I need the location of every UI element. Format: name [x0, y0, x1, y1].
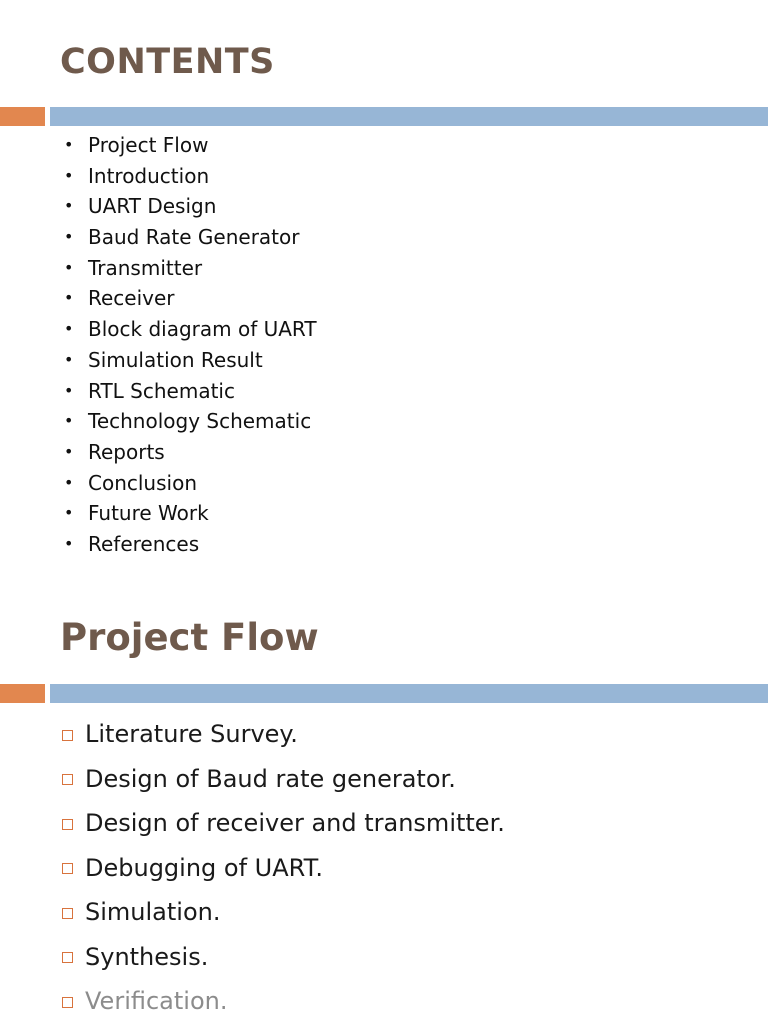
hollow-square-icon	[62, 952, 73, 963]
list-item	[64, 498, 317, 529]
bullet-icon: •	[64, 257, 74, 277]
list-item	[64, 222, 317, 253]
bullet-icon: •	[64, 288, 74, 308]
list-item	[64, 191, 317, 222]
list-item-label: Introduction	[88, 163, 210, 188]
bullet-icon: •	[64, 227, 74, 247]
list-item-label: Block diagram of UART	[88, 317, 317, 342]
bullet-icon: •	[64, 196, 74, 216]
list-item	[64, 283, 317, 314]
slide-title: CONTENTS	[60, 42, 275, 82]
list-item-label: Baud Rate Generator	[88, 225, 300, 250]
list-item	[64, 314, 317, 345]
list-item-label: Debugging of UART.	[85, 853, 324, 882]
bullet-icon: •	[64, 349, 74, 369]
bullet-icon: •	[64, 380, 74, 400]
list-item	[62, 979, 505, 1024]
list-item	[64, 161, 317, 192]
accent-bar-blue	[50, 684, 768, 703]
hollow-square-icon	[62, 997, 73, 1008]
list-item-label: Simulation Result	[88, 347, 263, 372]
bullet-icon: •	[64, 533, 74, 553]
list-item	[62, 890, 505, 935]
list-item-label: Design of Baud rate generator.	[85, 764, 456, 793]
list-item-label: References	[88, 531, 200, 556]
hollow-square-icon	[62, 863, 73, 874]
list-item	[64, 376, 317, 407]
bullet-icon: •	[64, 135, 74, 154]
list-item-label: Technology Schematic	[88, 409, 312, 434]
list-item-label: Receiver	[88, 286, 175, 311]
list-item	[64, 130, 317, 161]
hollow-square-icon	[62, 819, 73, 830]
bullet-icon: •	[64, 503, 74, 523]
list-item	[62, 846, 505, 891]
list-item	[64, 406, 317, 437]
hollow-square-icon	[62, 730, 73, 741]
bullet-icon: •	[64, 441, 74, 461]
list-item	[64, 253, 317, 284]
bullet-icon: •	[64, 319, 74, 339]
list-item	[62, 757, 505, 802]
list-item	[64, 529, 317, 560]
list-item-label: Synthesis.	[85, 942, 209, 971]
list-item-label: Project Flow	[88, 133, 209, 157]
slide-title: Project Flow	[60, 616, 319, 659]
accent-bar-blue	[50, 107, 768, 126]
bullet-icon: •	[64, 472, 74, 492]
list-item-label: Transmitter	[88, 255, 203, 280]
accent-bar-orange	[0, 684, 45, 703]
hollow-square-icon	[62, 774, 73, 785]
project-flow-list	[62, 712, 505, 1024]
hollow-square-icon	[62, 908, 73, 919]
project-flow-slide	[0, 576, 768, 1024]
bullet-icon: •	[64, 165, 74, 185]
accent-bar-orange	[0, 107, 45, 126]
list-item-label: Design of receiver and transmitter.	[85, 809, 505, 837]
list-item-label: Simulation.	[85, 898, 221, 926]
contents-list	[64, 130, 317, 560]
list-item	[62, 801, 505, 846]
list-item-label: RTL Schematic	[88, 378, 235, 403]
list-item	[62, 712, 505, 757]
list-item	[64, 468, 317, 499]
list-item-label: UART Design	[88, 194, 217, 219]
list-item-label: Future Work	[88, 501, 209, 526]
list-item-label: Reports	[88, 439, 165, 464]
bullet-icon: •	[64, 411, 74, 431]
list-item-label: Literature Survey.	[85, 720, 298, 748]
list-item	[64, 345, 317, 376]
list-item-label: Conclusion	[88, 470, 197, 495]
list-item	[62, 935, 505, 980]
list-item	[64, 437, 317, 468]
list-item-label: Verification.	[85, 987, 228, 1015]
